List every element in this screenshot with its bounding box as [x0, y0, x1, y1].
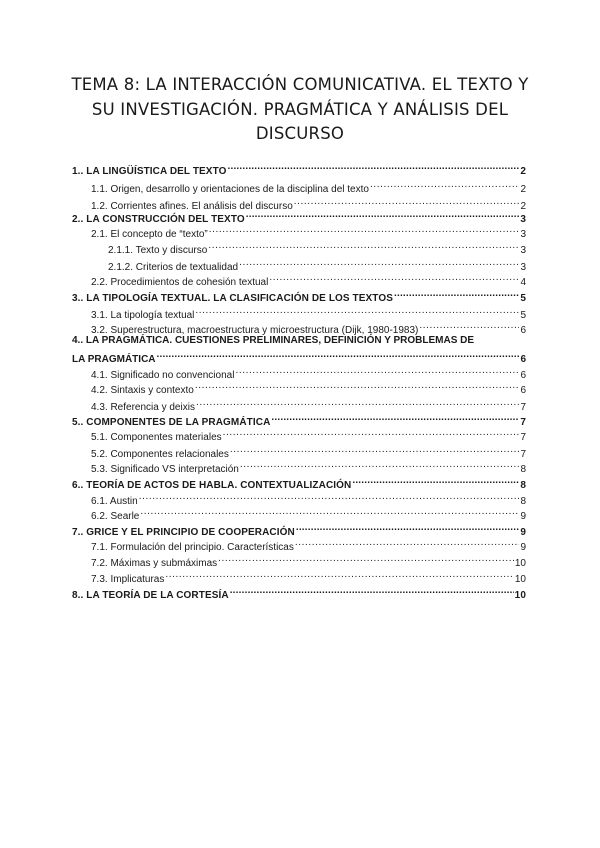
toc-label: 7.3. Implicaturas: [91, 574, 165, 585]
toc-entry-7-2[interactable]: [91, 552, 526, 569]
toc-label: 2.. LA CONSTRUCCIÓN DEL TEXTO: [72, 214, 245, 225]
toc-page: 6: [520, 325, 526, 336]
leader-dots: [196, 396, 519, 410]
leader-dots: [195, 379, 520, 393]
toc-entry-3[interactable]: [72, 287, 526, 304]
toc-label: 5.3. Significado VS interpretación: [91, 464, 239, 475]
toc-label: 7.2. Máximas y submáximas: [91, 558, 218, 569]
toc-label: 1.1. Origen, desarrollo y orientaciones de la disciplina del texto: [91, 184, 369, 195]
toc-entry-3-1[interactable]: [91, 304, 526, 321]
toc-page: 3: [520, 262, 526, 273]
leader-dots: [165, 568, 514, 582]
toc-page: 5: [520, 310, 526, 321]
toc-label: 4.3. Referencia y deixis: [91, 402, 195, 413]
toc-label: 7.1. Formulación del principio. Características: [91, 542, 294, 553]
toc-entry-2-1-1[interactable]: [108, 239, 526, 256]
toc-page: 7: [520, 449, 526, 460]
toc-label-line-1: 4.. LA PRAGMÁTICA. CUESTIONES PRELIMINARES, DEFINICIÓN Y PROBLEMAS DE: [72, 335, 475, 346]
toc-entry-4-2[interactable]: [91, 379, 526, 396]
leader-dots: [352, 474, 519, 488]
toc-label-line-2: LA PRAGMÁTICA: [72, 353, 156, 365]
toc-page: 5: [520, 293, 526, 304]
title-line-3: DISCURSO: [255, 124, 345, 143]
leader-dots: [419, 319, 519, 333]
leader-dots: [195, 304, 519, 318]
toc-entry-6-1[interactable]: [91, 490, 526, 507]
toc-entry-5-1[interactable]: [91, 426, 526, 443]
toc-entry-4-3[interactable]: [91, 396, 526, 413]
leader-dots: [227, 160, 519, 174]
leader-dots: [239, 256, 519, 270]
toc-page: 6: [520, 370, 526, 381]
toc-page: 9: [520, 511, 526, 522]
toc-entry-6[interactable]: [72, 474, 526, 491]
leader-dots: [370, 178, 520, 192]
leader-dots: [157, 348, 520, 362]
toc-label: 6.. TEORÍA DE ACTOS DE HABLA. CONTEXTUALIZACIÓN: [72, 480, 352, 491]
toc-entry-1-2[interactable]: [91, 195, 526, 212]
toc-page: 8: [520, 480, 526, 491]
leader-dots: [246, 208, 520, 222]
toc-label: 8.. LA TEORÍA DE LA CORTESÍA: [72, 590, 229, 601]
leader-dots: [139, 490, 520, 504]
toc-page: 7: [520, 402, 526, 413]
document-title: [60, 73, 540, 147]
toc-entry-3-2[interactable]: [91, 319, 526, 336]
toc-label: 6.2. Searle: [91, 511, 140, 522]
toc-entry-5-3[interactable]: [91, 458, 526, 475]
toc-page: 4: [520, 277, 526, 288]
title-line-2: SU INVESTIGACIÓN. PRAGMÁTICA Y ANÁLISIS DEL: [91, 99, 509, 119]
toc-label: 2.1. El concepto de “texto”: [91, 229, 208, 240]
leader-dots: [230, 584, 514, 598]
toc-page: 7: [520, 432, 526, 443]
toc-entry-1-1[interactable]: [91, 178, 526, 195]
leader-dots: [240, 458, 520, 472]
toc-label: 3.. LA TIPOLOGÍA TEXTUAL. LA CLASIFICACIÓN DE LOS TEXTOS: [72, 293, 393, 304]
toc-page: 3: [520, 229, 526, 240]
leader-dots: [140, 505, 519, 519]
toc-label: 6.1. Austin: [91, 496, 138, 507]
toc-entry-7-1[interactable]: [91, 536, 526, 553]
toc-page: 6: [520, 385, 526, 396]
toc-entry-5-2[interactable]: [91, 443, 526, 460]
toc-label: 3.1. La tipología textual: [91, 310, 195, 321]
toc-page: 10: [514, 574, 526, 585]
leader-dots: [296, 521, 519, 535]
leader-dots: [295, 536, 520, 550]
toc-entry-2-1-2[interactable]: [108, 256, 526, 273]
toc-entry-2[interactable]: [72, 208, 526, 225]
toc-label: 4.1. Significado no convencional: [91, 370, 235, 381]
toc-page: 3: [520, 245, 526, 256]
toc-label: 1.2. Corrientes afines. El análisis del discurso: [91, 201, 293, 212]
toc-label: 5.2. Componentes relacionales: [91, 449, 229, 460]
toc-label: 5.. COMPONENTES DE LA PRAGMÁTICA: [72, 417, 271, 428]
toc-label: 2.2. Procedimientos de cohesión textual: [91, 277, 269, 288]
toc-page: 9: [520, 527, 526, 538]
toc-page: 2: [520, 184, 526, 195]
toc-label: 7.. GRICE Y EL PRINCIPIO DE COOPERACIÓN: [72, 527, 295, 538]
toc-page: 10: [514, 558, 526, 569]
toc-label: 1.. LA LINGÜÍSTICA DEL TEXTO: [72, 166, 227, 177]
toc-entry-8[interactable]: [72, 584, 526, 601]
leader-dots: [223, 426, 520, 440]
toc-entry-7-3[interactable]: [91, 568, 526, 585]
leader-dots: [218, 552, 514, 566]
toc-page: 8: [520, 464, 526, 475]
toc-page: 2: [520, 166, 526, 177]
title-line-1: TEMA 8: LA INTERACCIÓN COMUNICATIVA. EL TEXTO Y: [71, 75, 529, 94]
toc-entry-6-2[interactable]: [91, 505, 526, 522]
toc-entry-5[interactable]: [72, 411, 526, 428]
toc-page: 8: [520, 496, 526, 507]
toc-label: 2.1.2. Criterios de textualidad: [108, 262, 239, 273]
leader-dots: [230, 443, 520, 457]
leader-dots: [269, 271, 519, 285]
toc-entry-1[interactable]: [72, 160, 526, 177]
toc-page: 2: [520, 201, 526, 212]
toc-page: 3: [520, 214, 526, 225]
toc-entry-2-2[interactable]: [91, 271, 526, 288]
toc-page: 10: [514, 590, 526, 601]
toc-page: 7: [520, 417, 526, 428]
toc-label: 4.2. Sintaxis y contexto: [91, 385, 194, 396]
toc-page: 9: [520, 542, 526, 553]
toc-label: 2.1.1. Texto y discurso: [108, 245, 208, 256]
toc-entry-4-1[interactable]: [91, 364, 526, 381]
toc-entry-4[interactable]: [72, 334, 526, 366]
toc-label: 3.2. Superestructura, macroestructura y microestructura (Dijk, 1980-1983): [91, 325, 419, 336]
toc-page: 6: [520, 353, 526, 365]
leader-dots: [235, 364, 519, 378]
toc-entry-7[interactable]: [72, 521, 526, 538]
leader-dots: [294, 195, 520, 209]
leader-dots: [209, 223, 520, 237]
leader-dots: [394, 287, 519, 301]
leader-dots: [208, 239, 519, 253]
leader-dots: [271, 411, 519, 425]
toc-entry-2-1[interactable]: [91, 223, 526, 240]
toc-label: 5.1. Componentes materiales: [91, 432, 222, 443]
